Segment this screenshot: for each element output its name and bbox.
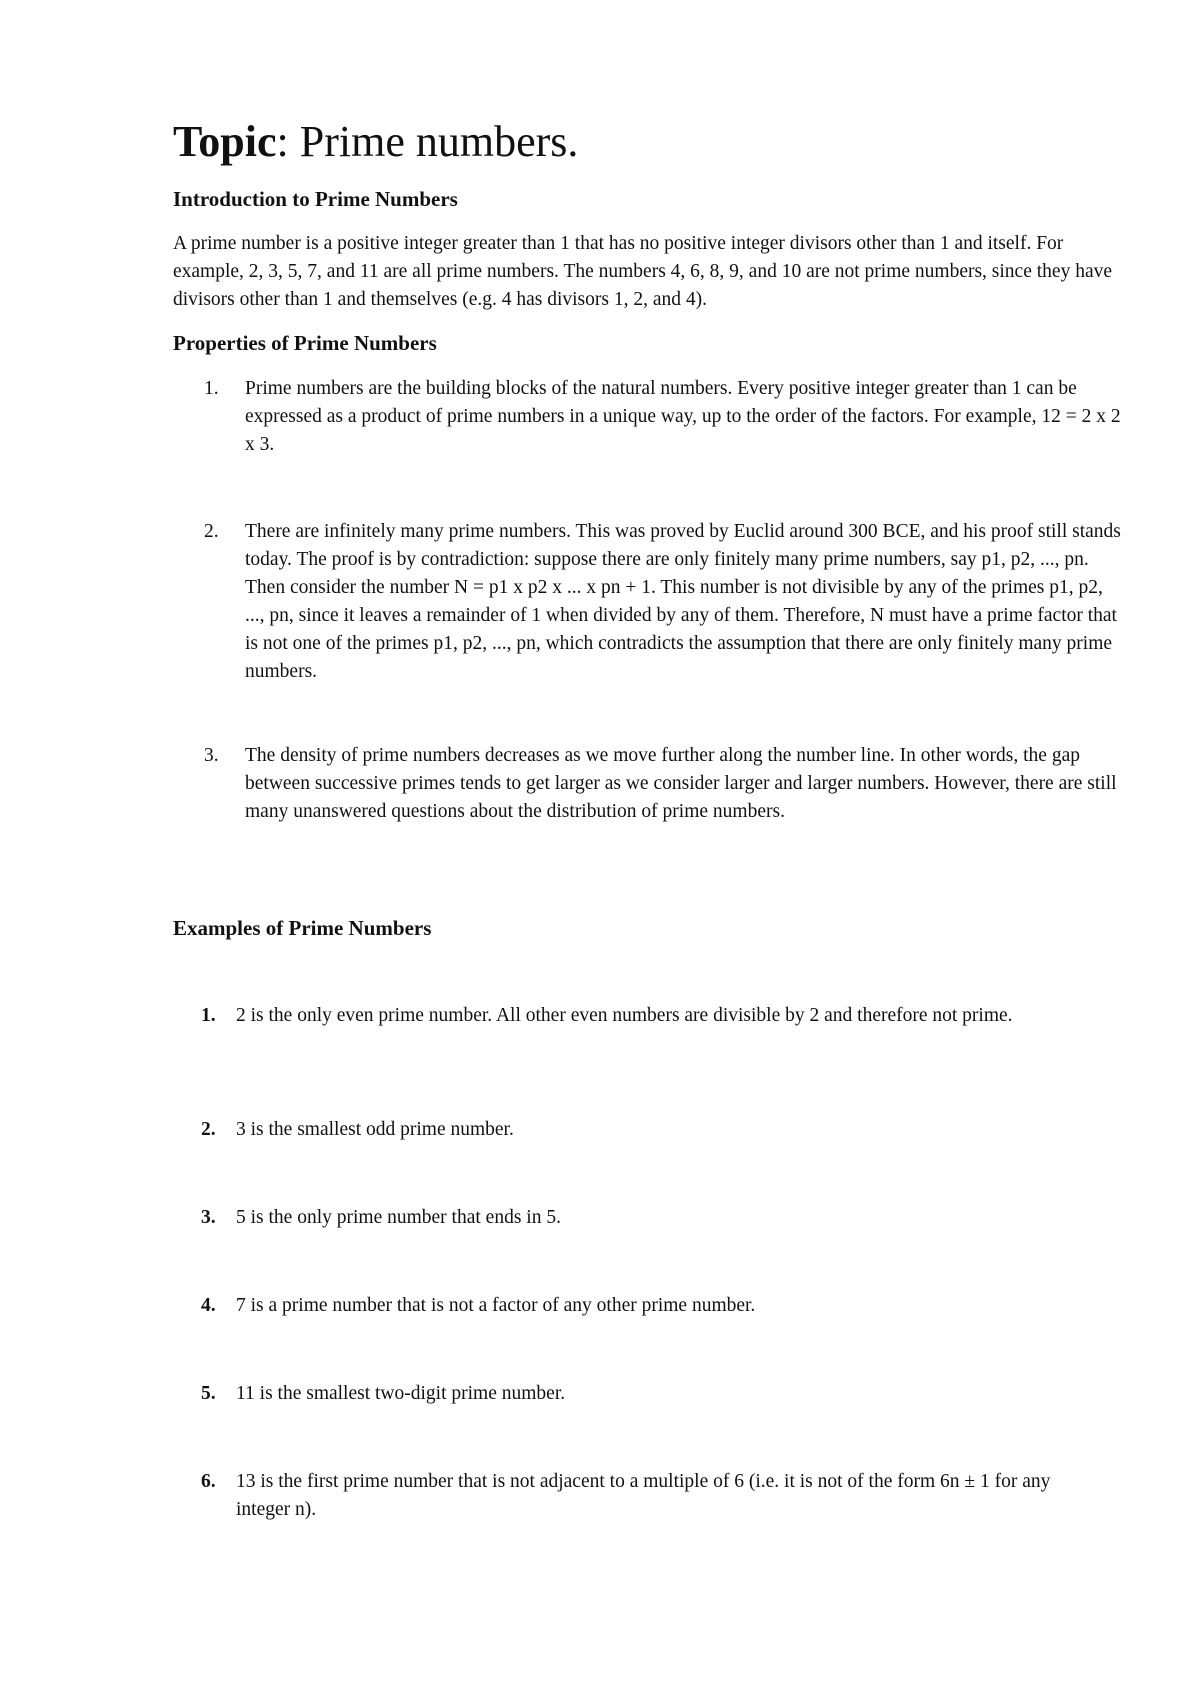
example-text: 3 is the smallest odd prime number.: [236, 1119, 514, 1140]
intro-heading: Introduction to Prime Numbers: [173, 187, 458, 211]
example-number: 6.: [201, 1471, 216, 1492]
title-text: : Prime numbers.: [276, 117, 579, 166]
properties-heading: Properties of Prime Numbers: [173, 331, 437, 355]
page-title: [173, 118, 578, 166]
examples-heading: Examples of Prime Numbers: [173, 916, 432, 940]
property-text: The density of prime numbers decreases as we move further along the number line. In other words, the gap between successive primes tends to get larger as we consider larger and larger numbers. However, there are still many unanswered questions about the distribution of prime numbers.: [245, 745, 1117, 822]
example-number: 2.: [201, 1119, 216, 1140]
property-number: 1.: [204, 378, 219, 399]
example-text: 7 is a prime number that is not a factor of any other prime number.: [236, 1295, 756, 1316]
example-text: 13 is the first prime number that is not adjacent to a multiple of 6 (i.e. it is not of the form 6n ± 1 for any integer n).: [236, 1471, 1051, 1520]
property-number: 3.: [204, 745, 219, 766]
title-label: Topic: [173, 117, 277, 166]
example-text: 5 is the only prime number that ends in 5.: [236, 1207, 561, 1228]
property-text: There are infinitely many prime numbers. This was proved by Euclid around 300 BCE, and his proof still stands today. The proof is by contradiction: suppose there are only finitely many prime numbers, say p1, p2, ..., pn. Then consider the number N = p1 x p2 x ... x pn + 1. This number is not divisible by any of the primes p1, p2, ..., pn, since it leaves a remainder of 1 when divided by any of them. Therefore, N must have a prime factor that is not one of the primes p1, p2, ..., pn, which contradicts the assumption that there are only finitely many prime numbers.: [245, 521, 1121, 682]
intro-paragraph: A prime number is a positive integer greater than 1 that has no positive integer divisors other than 1 and itself. For example, 2, 3, 5, 7, and 11 are all prime numbers. The numbers 4, 6, 8, 9, and 10 are not prime numbers, since they have divisors other than 1 and themselves (e.g. 4 has divisors 1, 2, and 4).: [173, 233, 1112, 310]
example-text: 2 is the only even prime number. All other even numbers are divisible by 2 and therefore not prime.: [236, 1005, 1013, 1026]
example-number: 3.: [201, 1207, 216, 1228]
property-number: 2.: [204, 521, 219, 542]
example-number: 5.: [201, 1383, 216, 1404]
example-text: 11 is the smallest two-digit prime number.: [236, 1383, 566, 1404]
property-text: Prime numbers are the building blocks of the natural numbers. Every positive integer greater than 1 can be expressed as a product of prime numbers in a unique way, up to the order of the factors. For example, 12 = 2 x 2 x 3.: [245, 378, 1121, 455]
example-number: 4.: [201, 1295, 216, 1316]
example-number: 1.: [201, 1005, 216, 1026]
